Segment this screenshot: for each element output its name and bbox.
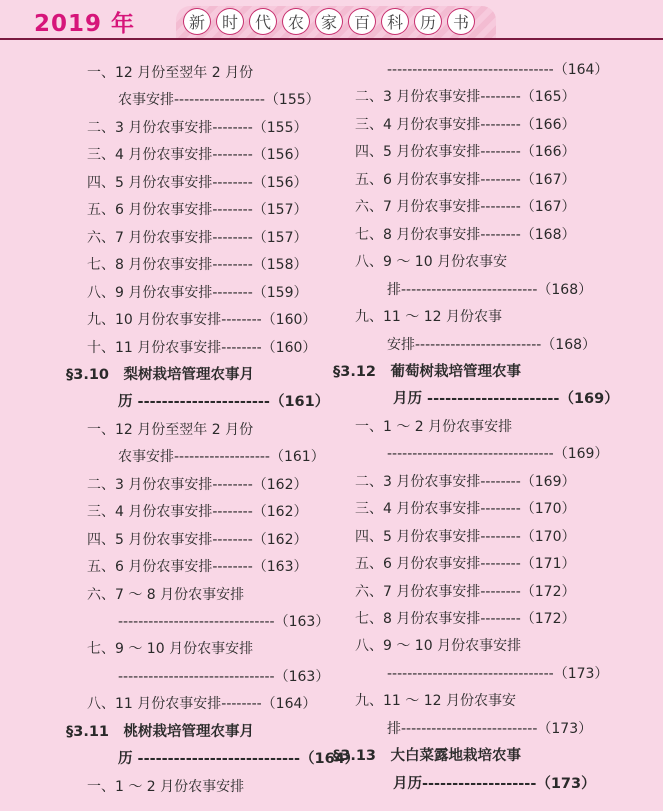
toc-entry: 五、6 月份农事安排--------（171）: [355, 556, 576, 573]
title-char: 家: [315, 8, 343, 35]
header-year: 2019 年: [34, 11, 136, 37]
toc-entry: 九、10 月份农事安排--------（160）: [87, 312, 317, 329]
header-rule: [0, 38, 663, 40]
toc-entry: 一、1 ～ 2 月份农事安排: [355, 418, 513, 435]
toc-entry: 三、4 月份农事安排--------（162）: [87, 504, 308, 521]
title-char: 百: [348, 8, 376, 35]
toc-entry: 二、3 月份农事安排--------（162）: [87, 476, 308, 493]
title-char: 历: [414, 8, 442, 35]
title-char: 时: [216, 8, 244, 35]
toc-entry: 农事安排-------------------（161）: [118, 449, 325, 466]
toc-entry: 四、5 月份农事安排--------（162）: [87, 531, 308, 548]
toc-entry: ---------------------------------（173）: [387, 665, 609, 682]
header-title: [183, 8, 475, 35]
toc-section-heading: §3.13 大白菜露地栽培农事: [333, 748, 522, 765]
toc-entry: 二、3 月份农事安排--------（165）: [355, 89, 576, 106]
toc-entry: 排---------------------------（168）: [387, 281, 593, 298]
toc-section-heading: §3.11 桃树栽培管理农事月: [66, 723, 255, 740]
toc-entry: 三、4 月份农事安排--------（170）: [355, 501, 576, 518]
title-char: 新: [183, 8, 211, 35]
toc-entry: 四、5 月份农事安排--------（156）: [87, 174, 308, 191]
toc-entry: 五、6 月份农事安排--------（163）: [87, 559, 308, 576]
toc-section-heading: 月历 ----------------------（169）: [393, 391, 619, 408]
toc-section-heading: 历 ---------------------------（164）: [118, 751, 360, 768]
toc-entry: 八、9 月份农事安排--------（159）: [87, 284, 308, 301]
toc-entry: 七、8 月份农事安排--------（168）: [355, 226, 576, 243]
toc-entry: 七、8 月份农事安排--------（158）: [87, 257, 308, 274]
toc-section-heading: §3.10 梨树栽培管理农事月: [66, 366, 255, 383]
toc-entry: 一、1 ～ 2 月份农事安排: [87, 778, 245, 795]
toc-entry: ---------------------------------（169）: [387, 446, 609, 463]
toc-entry: 三、4 月份农事安排--------（156）: [87, 147, 308, 164]
toc-entry: 一、12 月份至翌年 2 月份: [87, 65, 254, 81]
toc-section-heading: 历 ----------------------（161）: [118, 394, 330, 411]
toc-entry: 六、7 月份农事安排--------（167）: [355, 199, 576, 216]
toc-entry: 七、8 月份农事安排--------（172）: [355, 611, 576, 627]
toc-entry: -------------------------------（163）: [118, 614, 330, 630]
toc-entry: 三、4 月份农事安排--------（166）: [355, 116, 576, 133]
toc-entry: 五、6 月份农事安排--------（157）: [87, 202, 308, 219]
toc-entry: 二、3 月份农事安排--------（155）: [87, 119, 308, 136]
title-char: 书: [447, 8, 475, 35]
toc-section-heading: 月历-------------------（173）: [393, 775, 596, 792]
title-char: 科: [381, 8, 409, 35]
toc-entry: 一、12 月份至翌年 2 月份: [87, 421, 254, 438]
toc-entry: -------------------------------（163）: [118, 668, 330, 685]
toc-entry: 四、5 月份农事安排--------（166）: [355, 144, 576, 161]
toc-entry: 五、6 月份农事安排--------（167）: [355, 171, 576, 188]
toc-entry: 八、9 ～ 10 月份农事安: [355, 254, 508, 271]
toc-section-heading: §3.12 葡萄树栽培管理农事: [333, 363, 522, 380]
toc-entry: 九、11 ～ 12 月份农事: [355, 309, 502, 326]
toc-entry: 安排-------------------------（168）: [387, 336, 597, 353]
toc-entry: 二、3 月份农事安排--------（169）: [355, 473, 576, 490]
title-char: 农: [282, 8, 310, 35]
toc-entry: 八、11 月份农事安排--------（164）: [87, 696, 317, 713]
toc-entry: 十、11 月份农事安排--------（160）: [87, 339, 317, 356]
toc-entry: 六、7 月份农事安排--------（172）: [355, 583, 576, 600]
toc-entry: 四、5 月份农事安排--------（170）: [355, 528, 576, 545]
title-char: 代: [249, 8, 277, 35]
toc-entry: 农事安排------------------（155）: [118, 92, 320, 109]
toc-entry: 排---------------------------（173）: [387, 720, 593, 737]
toc-entry: 六、7 月份农事安排--------（157）: [87, 229, 308, 246]
toc-entry: 九、11 ～ 12 月份农事安: [355, 693, 516, 710]
toc-entry: 八、9 ～ 10 月份农事安排: [355, 638, 522, 655]
toc-entry: 六、7 ～ 8 月份农事安排: [87, 586, 245, 603]
toc-entry: 七、9 ～ 10 月份农事安排: [87, 641, 254, 658]
page-header: [0, 0, 663, 44]
toc-entry: ---------------------------------（164）: [387, 62, 609, 78]
